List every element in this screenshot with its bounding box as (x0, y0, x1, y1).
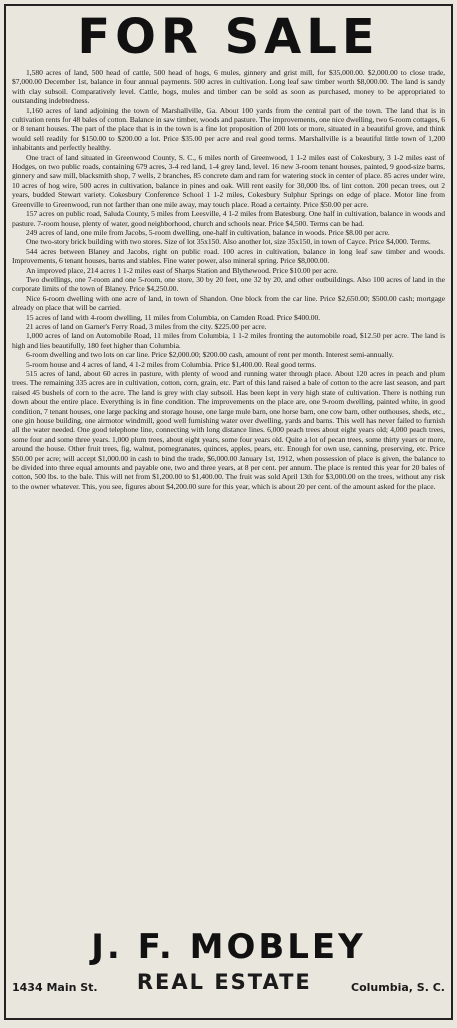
listing-paragraph: 6-room dwelling and two lots on car line. Price $2,000.00; $200.00 cash, amount of rent per month. Interest semi-annually. (26, 350, 394, 360)
listings-body (6, 64, 451, 491)
footer-row (12, 970, 445, 994)
business-type: REAL ESTATE (136, 970, 312, 994)
city-state: Columbia, S. C. (351, 981, 445, 994)
listing-paragraph: 15 acres of land with 4-room dwelling, 11 miles from Columbia, on Camden Road. Price $400.00. (26, 312, 321, 322)
listing-paragraph: 544 acres between Blaney and Jacobs, right on public road. 100 acres in cultivation, balance in long leaf saw timber and woods. Improvements, 6 tenant houses, barns and stables. Fine water power, also mineral spring. Price $8,000.00. (12, 246, 445, 266)
listing-paragraph: 1,580 acres of land, 500 head of cattle, 500 head of hogs, 6 mules, ginnery and grist mill, for $35,000.00. $2,000.00 to close trade, $7,000.00 December 1st, balance in four annual payments. 500 acres in cultivation. Long leaf saw timber worth $8,000.00. The land is sandy with clay subsoil. Comparatively level. Cattle, hogs, mules and timber can be sold as soon as purchased, money to be appropriated to outstanding indebtedness. (12, 68, 445, 106)
advertisement-page (4, 4, 453, 1020)
listing-paragraph: One two-story brick building with two stores. Size of lot 35x150. Also another lot, size 35x150, in town of Cayce. Price $4,000. Terms. (26, 237, 431, 247)
listing-paragraph: Nice 6-room dwelling with one acre of land, in town of Shandon. One block from the car line. Price $2,650.00; $500.00 cash; mortgage already on place that will be carried. (12, 293, 445, 313)
listing-paragraph: 1,160 acres of land adjoining the town of Marshallville, Ga. About 100 yards from the central part of the town. The land that is in cultivation rents for 48 bales of cotton. Balance in saw timber, woods and pasture. The improvements, one nice dwelling, two 6-room cottages, 6 or 8 tenant houses. The part of the place that is in the town is a fine lot proposition of 200 lots or more, situated in a beautiful grove, and think would sell readily for $150.00 to $200.00 a lot. Price $35.00 per acre and real good terms. Marshallville is a beautiful little town of 1,200 inhabitants and perfectly healthy. (12, 105, 445, 153)
street-address: 1434 Main St. (12, 981, 98, 994)
headline: FOR SALE (77, 9, 380, 65)
listing-paragraph: 157 acres on public road, Saluda County, 5 miles from Leesville, 4 1-2 miles from Batesburg. One half in cultivation, balance in woods and pasture. 7-room house, plenty of water, good neighborhood, church and schools near. Price $4,500. Terms can be had. (12, 209, 445, 228)
listing-paragraph: Two dwellings, one 7-room and one 5-room, one store, 30 by 20 feet, one 32 by 20, and other outbuildings. Also 100 acres of land in the corporate limits of the town of Blaney. Price $4,250.00. (12, 274, 445, 294)
firm-name: J. F. MOBLEY (91, 927, 366, 967)
listing-paragraph: 21 acres of land on Garner's Ferry Road, 3 miles from the city. $225.00 per acre. (26, 321, 267, 331)
listing-paragraph: 1,000 acres of land on Automobile Road, 11 miles from Columbia, 1 1-2 miles fronting the automobile road, $12.50 per acre. The land is high and lies beautifully, 180 feet higher than Columbia. (12, 331, 445, 350)
listing-paragraph: 5-room house and 4 acres of land, 4 1-2 miles from Columbia. Price $1,400.00. Real good terms. (26, 359, 317, 369)
listing-paragraph: An improved place, 214 acres 1 1-2 miles east of Sharps Station and Blythewood. Price $10.00 per acre. (26, 265, 338, 275)
listing-paragraph: 515 acres of land, about 60 acres in pasture, with plenty of wood and running water through place. About 120 acres in peach and plum trees. The remaining 335 acres are in cultivation, cotton, corn, grain, etc. Part of this land raised a bale of cotton to the acre last season, and part raised 45 bushels of corn to the acre. The land is grey with clay subsoil. Has been kept in very high state of cultivation. There is nothing run down about the entire place. Everything is in fine condition. The improvements on the place are, one 9-room dwelling, painted white, in good condition, 7 tenant houses, one large packing and storage house, one large mule barn, one horse barn, one cow barn, other outhouses, sheds, etc., one gin house building, one airmotor windmill, good well furnishing water over dwelling, yards and barns. This well has never failed to furnish all the water needed. One good telephone line, connecting with long distance lines. 6,000 peach trees about eight years old; 4,000 peach trees, some four and some three years. 1,000 plum trees, about eight years, some four years old. Quite a lot of pecan trees, some thirty years or more, around the house. Other fruit trees, fig, walnut, pomegranates, quinces, apples, pears, etc. Enough for own use, canning, preserving, etc. Price $50.00 per acre; will accept $1,000.00 in cash to bind the trade, $6,000.00 January 1st, 1912, when possession of place is given, the balance to be divided into three equal amounts and payable one, two and three years, at 8 per cent. per annum. The place is rented this year for 20 bales of cotton, 500 lbs. to the bale. This will net from $1,200.00 to $1,400.00. The fruit was sold April 13th for $3,000.00 on the trees, without any risk to the owner whatever. This, you see, figures about $4,200.00 sure for this year, which is about 20 per cent. of the amount asked for the place. (12, 369, 445, 491)
advertiser-block (6, 926, 451, 1018)
listing-paragraph: 249 acres of land, one mile from Jacobs, 5-room dwelling, one-half in cultivation, balance in woods. Price $8.00 per acre. (26, 227, 390, 237)
listing-paragraph: One tract of land situated in Greenwood County, S. C., 6 miles north of Greenwood, 1 1-2 miles east of Cokesbury, 3 1-2 miles east of Hodges, on two public roads, containing 679 acres, 3-4 red land, 1-4 grey land, level. 16 new 3-room tenant houses, painted, 9 good-size barns, ginnery and saw mill, blacksmith shop, 7 wells, 2 branches, 85 concrete dam and ram for watering stock in center of place. 85 acres under wire, 10 acres of hog wire, 500 acres in cultivation, balance in pines and oak. Will rent easily for 30,000 lbs. of lint cotton. 200 pecan trees, out 2 years, budded Stewart variety. Cokesbury Conference School 1 1-2 miles, Cokesbury Sulphur Springs on edge of place. Motor line from Greenville to Greenwood, run not farther than one mile away, may touch place. Road a certainty. Price $50.00 per acre. (12, 152, 445, 209)
